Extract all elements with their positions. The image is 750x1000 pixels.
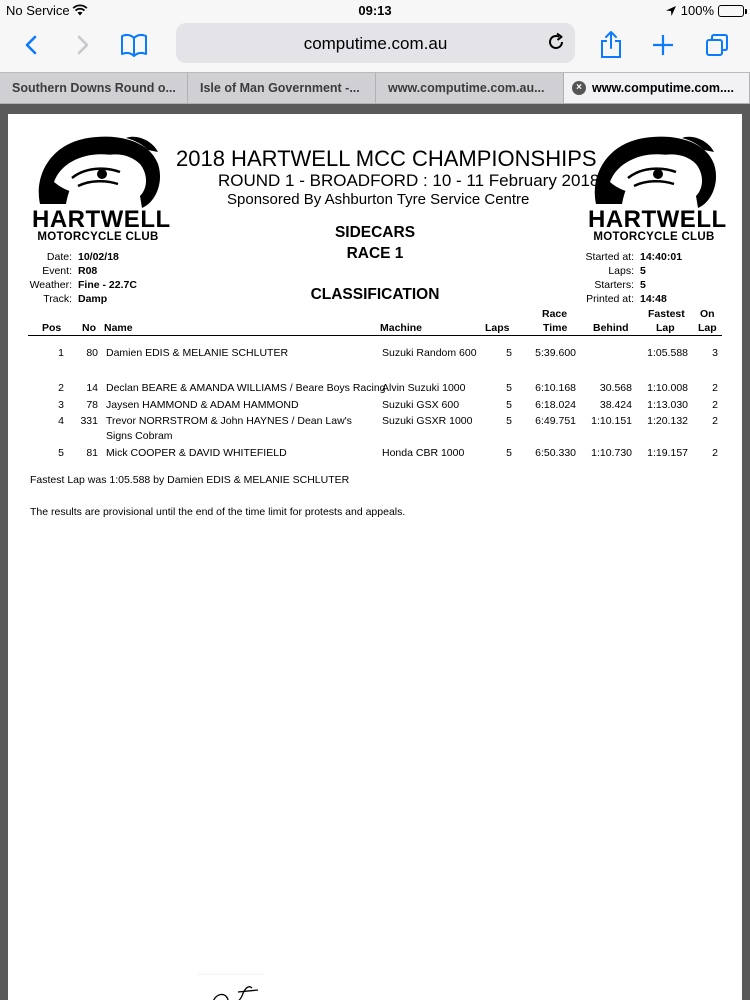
location-icon <box>665 5 677 17</box>
battery-icon <box>718 5 744 17</box>
cell-time: 6:18.024 <box>535 399 576 411</box>
col-on-2: Lap <box>698 322 717 334</box>
tab-isle-of-man[interactable]: Isle of Man Government -... <box>188 73 376 103</box>
browser-toolbar <box>0 20 750 72</box>
logo-word-motorcycle-club: MOTORCYCLE CLUB <box>37 231 159 243</box>
cell-on-lap: 2 <box>712 447 718 459</box>
meta-row <box>560 292 682 306</box>
clock: 09:13 <box>358 3 392 18</box>
tabs-icon <box>704 32 730 58</box>
signature-mark <box>198 970 268 1000</box>
cell-time: 6:50.330 <box>535 447 576 459</box>
col-machine: Machine <box>380 322 423 334</box>
meta-label: Started at: <box>585 251 634 263</box>
cell-no: 78 <box>86 399 98 411</box>
meta-row <box>560 264 682 278</box>
col-fastest-1: Fastest <box>648 308 685 320</box>
book-icon <box>119 32 149 58</box>
meta-label: Event: <box>42 265 72 277</box>
cell-time: 6:10.168 <box>535 382 576 394</box>
meta-row <box>8 250 137 264</box>
cell-laps: 5 <box>506 399 512 411</box>
col-race-time-2: Time <box>543 322 568 334</box>
tab-southern-downs[interactable]: Southern Downs Round o... <box>0 73 188 103</box>
meta-label: Date: <box>46 251 72 263</box>
sponsor-line: Sponsored By Ashburton Tyre Service Centre <box>227 191 530 208</box>
logo-word-hartwell: HARTWELL <box>32 206 171 233</box>
new-tab-button[interactable] <box>648 30 678 60</box>
cell-fastest: 1:20.132 <box>647 415 688 427</box>
cell-behind: 30.568 <box>599 382 632 394</box>
chevron-right-icon <box>74 34 92 56</box>
cell-laps: 5 <box>506 447 512 459</box>
meta-row <box>560 278 682 292</box>
tab-computime-1[interactable]: www.computime.com.au... <box>376 73 564 103</box>
tab-strip <box>0 72 750 104</box>
meta-label: Weather: <box>29 279 72 291</box>
cell-pos: 2 <box>58 382 64 394</box>
cell-no: 14 <box>86 382 98 394</box>
tab-computime-active[interactable] <box>564 73 750 103</box>
cell-machine: Alvin Suzuki 1000 <box>382 382 466 394</box>
cell-name: Trevor NORRSTROM & John HAYNES / Dean Law's Signs Cobram <box>106 415 352 442</box>
col-on-1: On <box>700 308 715 320</box>
cell-name: Damien EDIS & MELANIE SCHLUTER <box>106 347 289 359</box>
close-tab-icon[interactable]: × <box>572 81 586 95</box>
cell-machine: Suzuki GSX 600 <box>382 399 460 411</box>
helmet-logo-icon <box>588 130 720 210</box>
cell-time: 5:39.600 <box>535 347 576 359</box>
meta-label: Starters: <box>594 279 634 291</box>
cell-time: 6:49.751 <box>535 415 576 427</box>
carrier-label: No Service <box>6 3 70 18</box>
page-viewport <box>0 104 750 1000</box>
cell-name: Jaysen HAMMOND & ADAM HAMMOND <box>106 399 299 411</box>
cell-on-lap: 2 <box>712 399 718 411</box>
col-behind: Behind <box>593 322 629 334</box>
battery-percent: 100% <box>680 3 714 18</box>
logo-word-hartwell-right: HARTWELL <box>588 206 727 233</box>
cell-no: 80 <box>86 347 98 359</box>
status-right <box>665 3 744 18</box>
cell-behind: 1:10.151 <box>591 415 632 427</box>
cell-behind: 38.424 <box>599 399 632 411</box>
col-race-time-1: Race <box>542 308 568 320</box>
cell-machine: Honda CBR 1000 <box>382 447 465 459</box>
cell-laps: 5 <box>506 415 512 427</box>
cell-behind: 1:10.730 <box>591 447 632 459</box>
cell-pos: 5 <box>58 447 64 459</box>
col-name: Name <box>104 322 133 334</box>
cell-pos: 1 <box>58 347 64 359</box>
cell-machine: Suzuki GSXR 1000 <box>382 415 473 427</box>
share-button[interactable] <box>596 30 626 60</box>
cell-fastest: 1:13.030 <box>647 399 688 411</box>
meta-label: Laps: <box>608 265 634 277</box>
fastest-lap-note: Fastest Lap was 1:05.588 by Damien EDIS & MELANIE SCHLUTER <box>30 474 350 486</box>
cell-name: Mick COOPER & DAVID WHITEFIELD <box>106 447 287 459</box>
meta-row <box>560 250 682 264</box>
col-fastest-2: Lap <box>656 322 675 334</box>
tabs-overview-button[interactable] <box>702 30 732 60</box>
cell-no: 81 <box>86 447 98 459</box>
cell-fastest: 1:10.008 <box>647 382 688 394</box>
provisional-note: The results are provisional until the end of the time limit for protests and appeals. <box>30 506 406 518</box>
meta-value: 10/02/18 <box>78 251 119 263</box>
cell-fastest: 1:05.588 <box>647 347 688 359</box>
cell-on-lap: 2 <box>712 415 718 427</box>
helmet-logo-icon <box>32 130 164 210</box>
results-document <box>8 114 742 1000</box>
meta-value: 14:48 <box>640 293 667 305</box>
status-bar <box>0 0 750 20</box>
cell-machine: Suzuki Random 600 <box>382 347 477 359</box>
share-icon <box>599 30 623 60</box>
race-category: SIDECARS <box>334 224 416 241</box>
plus-icon <box>651 33 675 57</box>
cell-no: 331 <box>80 415 98 427</box>
meta-row <box>8 278 137 292</box>
meta-value: 5 <box>640 279 646 291</box>
col-laps: Laps <box>485 322 510 334</box>
meta-row <box>8 264 137 278</box>
race-meta-left <box>8 250 137 306</box>
cell-name: Declan BEARE & AMANDA WILLIAMS / Beare Boys Racing <box>106 382 386 394</box>
cell-pos: 4 <box>58 415 64 427</box>
championship-title: 2018 HARTWELL MCC CHAMPIONSHIPS <box>176 146 597 171</box>
cell-on-lap: 2 <box>712 382 718 394</box>
logo-word-motorcycle-club-right: MOTORCYCLE CLUB <box>593 231 715 243</box>
meta-value: Fine - 22.7C <box>78 279 137 291</box>
forward-button[interactable] <box>68 30 98 60</box>
meta-value: 14:40:01 <box>640 251 683 263</box>
col-pos: Pos <box>42 322 62 334</box>
results-table-header <box>28 306 722 336</box>
reload-icon[interactable] <box>545 31 567 53</box>
cell-laps: 5 <box>506 347 512 359</box>
classification-heading: CLASSIFICATION <box>310 286 440 303</box>
cell-pos: 3 <box>58 399 64 411</box>
meta-value: 5 <box>640 265 646 277</box>
address-bar[interactable] <box>176 23 575 63</box>
round-title: ROUND 1 - BROADFORD : 10 - 11 February 2018 <box>218 171 600 190</box>
meta-row <box>8 292 137 306</box>
active-tab-label: www.computime.com.... <box>592 81 734 95</box>
meta-value: R08 <box>78 265 98 277</box>
url-text[interactable]: computime.com.au <box>303 34 448 53</box>
col-no: No <box>82 322 96 334</box>
cell-on-lap: 3 <box>712 347 718 359</box>
cell-laps: 5 <box>506 382 512 394</box>
race-meta-right <box>560 250 682 306</box>
meta-label: Printed at: <box>586 293 634 305</box>
back-button[interactable] <box>16 30 46 60</box>
cell-fastest: 1:19.157 <box>647 447 688 459</box>
meta-value: Damp <box>78 293 108 305</box>
meta-label: Track: <box>43 293 72 305</box>
race-number: RACE 1 <box>346 245 404 262</box>
chevron-left-icon <box>22 34 40 56</box>
bookmarks-button[interactable] <box>119 30 149 60</box>
